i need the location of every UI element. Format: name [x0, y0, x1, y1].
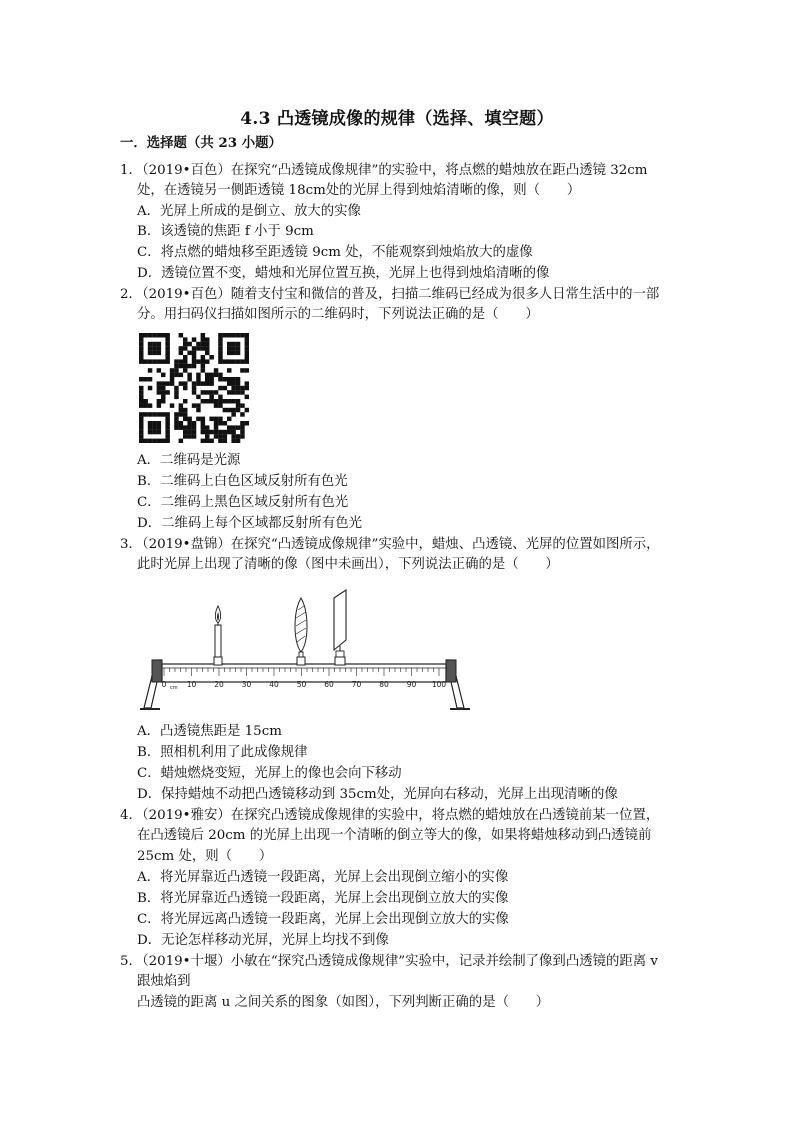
q2-stem-line-1: 2．（2019•百色）随着支付宝和微信的普及，扫描二维码已经成为很多人日常生活中的一部	[120, 287, 660, 302]
q2-option-b: B．二维码上白色区域反射所有色光	[137, 474, 348, 489]
q3-option-a: A．凸透镜焦距是 15cm	[137, 724, 282, 739]
q4-stem-line-3: 25cm 处，则（ ）	[137, 849, 273, 864]
page-title: 4.3 凸透镜成像的规律（选择、填空题）	[240, 109, 554, 129]
qr-code-image	[139, 333, 249, 443]
q3-stem-line-1: 3．（2019•盘锦）在探究“凸透镜成像规律”实验中，蜡烛、凸透镜、光屏的位置如图所示，	[120, 537, 660, 552]
q4-option-d: D．无论怎样移动光屏，光屏上均找不到像	[137, 933, 389, 948]
ruler-tick-label: 10	[186, 680, 197, 689]
ruler-tick-label: 90	[406, 680, 417, 689]
ruler-tick-label: 80	[379, 680, 389, 689]
q1-option-a: A．光屏上所成的是倒立、放大的实像	[137, 204, 361, 219]
q5-stem-line-3: 凸透镜的距离 u 之间关系的图象（如图），下列判断正确的是（ ）	[137, 995, 550, 1010]
q5-stem-line-1: 5．（2019•十堰）小敏在“探究凸透镜成像规律”实验中，记录并绘制了像到凸透镜的距离 v	[120, 954, 658, 969]
q5-stem-line-2: 跟烛焰到	[137, 974, 191, 989]
ruler-tick-label: 0	[161, 680, 167, 689]
ruler-tick-label: 70	[351, 680, 362, 689]
q2-option-c: C．二维码上黑色区域反射所有色光	[137, 495, 349, 510]
q1-option-d: D．透镜位置不变，蜡烛和光屏位置互换，光屏上也得到烛焰清晰的像	[137, 266, 550, 281]
q1-option-c: C．将点燃的蜡烛移至距透镜 9cm 处，不能观察到烛焰放大的虚像	[137, 245, 533, 260]
ruler-tick-label: 20	[214, 680, 224, 689]
q4-stem-line-1: 4．（2019•雅安）在探究凸透镜成像规律的实验中，将点燃的蜡烛放在凸透镜前某一位置，	[120, 808, 660, 823]
ruler-tick-label: 50	[296, 680, 307, 689]
q1-option-b: B．该透镜的焦距 f 小于 9cm	[137, 224, 314, 239]
q4-option-b: B．将光屏靠近凸透镜一段距离，光屏上会出现倒立放大的实像	[137, 891, 509, 906]
q3-option-b: B．照相机利用了此成像规律	[137, 745, 308, 760]
ruler-tick-label: 100	[431, 680, 447, 689]
q4-stem-line-2: 在凸透镜后 20cm 的光屏上出现一个清晰的倒立等大的像，如果将蜡烛移动到凸透镜前	[137, 828, 652, 843]
q3-option-d: D．保持蜡烛不动把凸透镜移动到 35cm处，光屏向右移动，光屏上出现清晰的像	[137, 787, 618, 802]
ruler-tick-label: 40	[269, 680, 279, 689]
q3-option-c: C．蜡烛燃烧变短，光屏上的像也会向下移动	[137, 766, 402, 781]
q2-option-a: A．二维码是光源	[137, 453, 241, 468]
q3-stem-line-2: 此时光屏上出现了清晰的像（图中未画出），下列说法正确的是（ ）	[137, 557, 559, 572]
ruler-tick-label: 60	[324, 680, 334, 689]
q2-stem-line-2: 分。用扫码仪扫描如图所示的二维码时，下列说法正确的是（ ）	[137, 307, 539, 322]
q1-stem-line-2: 处，在透镜另一侧距透镜 18cm处的光屏上得到烛焰清晰的像，则（ ）	[137, 183, 581, 198]
section-heading: 一．选择题（共 23 小题）	[120, 135, 282, 151]
ruler-tick-label: 30	[241, 680, 252, 689]
q1-stem-line-1: 1．（2019•百色）在探究“凸透镜成像规律”的实验中，将点燃的蜡烛放在距凸透镜 32cm	[120, 163, 648, 178]
light-screen	[334, 590, 346, 665]
q4-option-a: A．将光屏靠近凸透镜一段距离，光屏上会出现倒立缩小的实像	[137, 870, 509, 885]
ruler-unit-label: cm	[170, 685, 178, 691]
convex-lens	[295, 598, 307, 665]
q2-option-d: D．二维码上每个区域都反射所有色光	[137, 516, 362, 531]
optical-bench-figure	[140, 588, 470, 713]
q4-option-c: C．将光屏远离凸透镜一段距离，光屏上会出现倒立放大的实像	[137, 912, 509, 927]
candle	[214, 606, 222, 665]
